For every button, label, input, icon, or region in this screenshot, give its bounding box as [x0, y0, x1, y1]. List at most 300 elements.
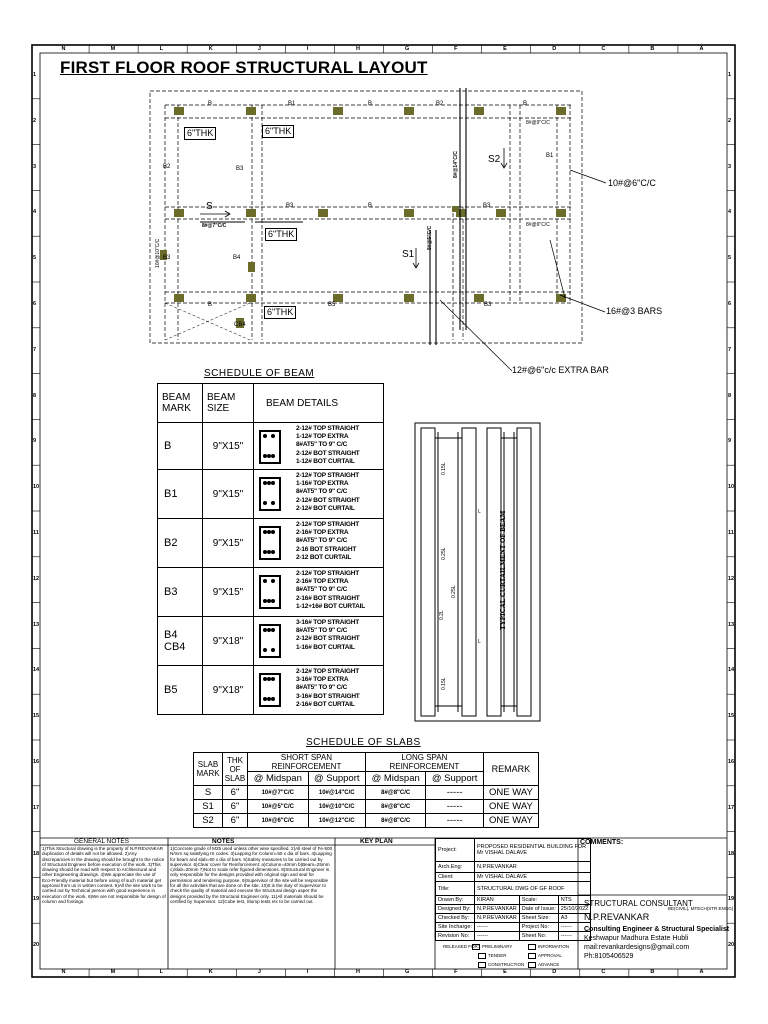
curtailment-dim: 0.25L — [451, 585, 457, 598]
general-notes-text: 1)This Structural drawing is the property of N.P.REVANKAR duplication of details will not be allowed. 2)Any discrepancies in the drawing should be brought to the notice of Structural Engineer before execution of the work. 3)This drawing should be read with respect to Architectural and other Engineering drawings. 4)We appreciate the use of Eco-Friendly material but before using of such material get approval from us in written content. 5)All the site work to be carried out by Technical person with good experience in execution of the work. 6)We are not responsible for design of column and footings. — [42, 846, 166, 904]
beam-detail-lines — [296, 425, 360, 466]
sheet-label: Sheet No: — [519, 932, 558, 941]
slab-cell-s-mid: 10#@6"C/C — [248, 814, 309, 828]
grid-row-label: 5 — [728, 255, 732, 262]
grid-row-label: 19 — [33, 896, 40, 903]
client-label: Client: — [436, 873, 475, 882]
rebar-dot — [271, 628, 275, 632]
grid-row-label: 6 — [33, 300, 37, 307]
slab-cell-thk: 6" — [223, 786, 248, 800]
rev-value: ------ — [474, 932, 519, 941]
date-label: Date of Issue: — [519, 905, 558, 914]
scale-value: NTS — [558, 896, 591, 905]
drawing-title: FIRST FLOOR ROOF STRUCTURAL LAYOUT — [60, 58, 428, 77]
slab-label-s2: S2 — [488, 154, 501, 165]
beam-label: B3 — [286, 203, 294, 209]
curtailment-dim: 0.15L — [441, 677, 447, 690]
grid-row-label: 10 — [728, 484, 735, 491]
grid-col-label: F — [454, 46, 458, 52]
grid-col-label: D — [552, 46, 557, 52]
status-checkbox[interactable] — [478, 953, 486, 959]
beam-row — [158, 617, 384, 666]
rebar-dot — [267, 481, 271, 485]
grid-row-label: 13 — [33, 621, 40, 628]
beam-detail-line: 1-12# TOP EXTRA — [296, 433, 349, 441]
grid-row-label: 4 — [728, 209, 732, 216]
grid-row-label: 1 — [728, 71, 732, 78]
rebar-dot — [267, 599, 271, 603]
slab-row — [194, 800, 539, 814]
notes-text: 1)Concrete grade of M25 used unless other wise specified. 2)All steel of Fe-500 N/mm sq satisfying IS codes. 3)Lapping for Column=50 x dia of bars. 4)Lapping for beam and slab=60 x dia of bars. 5)Safety measures to be carried out by supervisor. 6)Clear cover for Reinforcement: a)Column=40mm b)Beam=25mm c)Slab=20mm 7)Not to scale refer figured dimensions. 8)Structural Engineer is only responsible for the designs provided with original sign and seal for permission and tendering purpose. 9)Supervisor of the site will be responsible for all the activities that are done on the site. 10)It is the duty of Supervisor to check the quality of material and execute the Structural design asper the designs provided by the Structural Engineer only. 11)All materials should be certified by Supervisor. 12)Cube test, Slump tests etc to be carried out. — [170, 846, 333, 904]
grid-row-label: 4 — [33, 209, 37, 216]
beam-label: B1 — [546, 153, 554, 159]
beam-label: B3 — [236, 166, 244, 172]
beam-detail-line: 8#AT5" TO 9" C/C — [296, 627, 348, 635]
grid-col-label: E — [503, 969, 507, 975]
title-label: Title: — [436, 882, 475, 896]
beam-schedule-title: SCHEDULE OF BEAM — [204, 368, 315, 379]
slab-cell-l-mid: 8#@8"C/C — [365, 800, 426, 814]
release-status-item[interactable] — [528, 962, 559, 968]
curtailment-title: TYPICAL CURTAILMENT OF BEAM — [499, 510, 507, 630]
slab-label-s: S — [206, 201, 213, 212]
beam-detail-line: 3-16# TOP STRAIGHT — [296, 619, 359, 626]
grid-row-label: 3 — [33, 163, 37, 170]
rebar-dot — [271, 434, 275, 438]
beam-detail-line: 3-16# TOP EXTRA — [296, 676, 349, 684]
rebar-dot — [263, 579, 267, 583]
beam-label: B — [208, 101, 213, 107]
drawn-value: KIRAN — [474, 896, 519, 905]
grid-col-label: B — [650, 46, 655, 52]
arch-value: N.P.REVANKAR — [474, 862, 590, 873]
slab-cell-thk: 6" — [223, 814, 248, 828]
slab-cell-remark: ONE WAY — [483, 800, 538, 814]
rebar-dot — [271, 501, 275, 505]
beam-detail-lines — [296, 668, 360, 709]
callout-label: 10#@6"C/C — [608, 178, 656, 188]
projno-label: Project No: — [519, 923, 558, 932]
grid-row-label: 15 — [728, 713, 735, 720]
key-plan-title: KEY PLAN — [360, 838, 393, 845]
grid-row-label: 20 — [33, 942, 40, 949]
grid-col-label: J — [257, 969, 261, 975]
curtailment-dim: L — [478, 509, 481, 515]
grid-col-label: I — [306, 46, 309, 52]
grid-col-label: G — [405, 969, 410, 975]
slab-row — [194, 786, 539, 800]
bar-label: 8#@9"C/C — [526, 120, 550, 126]
beam-schedule-table — [157, 383, 384, 715]
grid-row-label: 15 — [33, 713, 40, 720]
beam-detail-line: 2-12# TOP STRAIGHT — [296, 472, 359, 479]
status-checkbox[interactable] — [528, 953, 536, 959]
size-label: Sheet Size: — [519, 914, 558, 923]
grid-row-label: 11 — [728, 529, 734, 536]
thk-label: 6"THK — [265, 228, 297, 241]
status-label: CONSTRUCTION — [488, 962, 525, 968]
size-value: A3 — [558, 914, 591, 923]
consultant-email: mail:revankardesigns@gmail.com — [584, 944, 690, 951]
release-status-item[interactable] — [528, 953, 562, 959]
beam-detail-line: 1-16# BOT CURTAIL — [296, 643, 355, 651]
beam-label: B — [208, 302, 213, 308]
rebar-dot — [271, 697, 275, 701]
beam-detail-line: 8#AT5" TO 9" C/C — [296, 441, 348, 449]
beam-row — [158, 568, 384, 617]
beam-details — [254, 568, 384, 617]
bar-label: 8#@9"C/C — [526, 222, 550, 228]
beam-row — [158, 423, 384, 470]
grid-col-label: E — [503, 46, 507, 52]
beam-mark: B2 — [158, 519, 203, 568]
grid-row-label: 18 — [728, 850, 735, 857]
curtailment-dim: L — [478, 639, 481, 645]
header-support: @ Support — [426, 772, 483, 786]
beam-detail-line: 2-12# BOT STRAIGHT — [296, 496, 360, 504]
slab-cell-l-sup: ----- — [426, 800, 483, 814]
checked-label: Checked By: — [436, 914, 475, 923]
beam-detail-line: 2-16# BOT STRAIGHT — [296, 594, 360, 602]
beam-mark: B4 CB4 — [158, 617, 203, 666]
rebar-dot — [271, 579, 275, 583]
grid-row-label: 1 — [33, 71, 37, 78]
thk-label: 6"THK — [184, 127, 216, 140]
beam-detail-line: 2-16# BOT CURTAIL — [296, 700, 355, 708]
header-remark: REMARK — [483, 753, 538, 786]
beam-section-drawing — [259, 430, 281, 464]
title-block — [435, 838, 591, 941]
beam-label: B4 — [233, 255, 241, 261]
beam-row — [158, 666, 384, 715]
grid-col-label: N — [61, 969, 66, 975]
grid-col-label: I — [306, 969, 309, 975]
beam-label: B5 — [328, 302, 336, 308]
grid-col-label: C — [601, 46, 606, 52]
beam-label: B3 — [484, 302, 492, 308]
rebar-dot — [271, 648, 275, 652]
projno-value: ------ — [558, 923, 591, 932]
slab-cell-mark: S2 — [194, 814, 223, 828]
columns — [160, 107, 566, 328]
project-value: PROPOSED RESIDENTIAL BUILDING FOR Mr VISHAL DALAVE — [474, 839, 590, 862]
consultant-name: N.P.REVANKAR — [584, 912, 650, 922]
rebar-dot — [267, 530, 271, 534]
beam-details — [254, 666, 384, 715]
grid-col-label: F — [454, 969, 458, 975]
slab-cell-mark: S1 — [194, 800, 223, 814]
header-thk: THK OF SLAB — [223, 753, 248, 786]
rebar-dot — [267, 550, 271, 554]
beam-size: 9"X18" — [203, 617, 254, 666]
released-label: RELEASED FOR: — [443, 944, 480, 949]
slab-cell-s-mid: 10#@5"C/C — [248, 800, 309, 814]
beam-label: B — [368, 203, 373, 209]
grid-row-label: 20 — [728, 942, 735, 949]
beam-size: 9"X18" — [203, 666, 254, 715]
beam-detail-line: 8#AT5" TO 9" C/C — [296, 537, 348, 545]
slab-cell-l-sup: ----- — [426, 786, 483, 800]
beam-details — [254, 519, 384, 568]
header-beam-mark: BEAM MARK — [158, 384, 203, 423]
grid-row-label: 11 — [33, 529, 39, 536]
grid-row-label: 3 — [728, 163, 732, 170]
beam-section-drawing — [259, 624, 281, 658]
beam-detail-line: 8#AT5" TO 9" C/C — [296, 586, 348, 594]
beam-mark: B — [158, 423, 203, 470]
grid-row-label: 16 — [33, 758, 40, 765]
beam-detail-line: 2-12# BOT CURTAIL — [296, 504, 355, 512]
grid-row-label: 6 — [728, 300, 732, 307]
rebar-dot — [267, 628, 271, 632]
bar-label: 8#@5"C/C — [427, 225, 433, 250]
thk-label: 6"THK — [264, 306, 296, 319]
status-label: ADVANCE — [538, 962, 560, 968]
slab-cell-s-sup: 10#@14"C/C — [308, 786, 365, 800]
beam-detail-line: 2-12 BOT CURTAIL — [296, 553, 352, 561]
release-status-item[interactable] — [478, 962, 524, 968]
grid-col-label: A — [699, 969, 704, 975]
grid-row-label: 14 — [33, 667, 40, 674]
consultant-heading: STRUCTURAL CONSULTANT — [584, 899, 693, 908]
rev-label: Revision No: — [436, 932, 475, 941]
header-slab-mark: SLAB MARK — [194, 753, 223, 786]
checked-value: N.P.REVANKAR — [474, 914, 519, 923]
beam-section-drawing — [259, 673, 281, 707]
rebar-dot — [271, 454, 275, 458]
thk-label: 6"THK — [262, 125, 294, 138]
consultant-line1: Consulting Engineer & Structural Specialist — [584, 926, 730, 933]
drawn-label: Drawn By: — [436, 896, 475, 905]
rebar-dot — [271, 599, 275, 603]
grid-col-label: K — [208, 46, 213, 52]
beam-label: CB4 — [234, 322, 246, 328]
beam-details — [254, 470, 384, 519]
header-short-span: SHORT SPAN REINFORCEMENT — [248, 753, 366, 772]
date-value: 25/10/2022 — [558, 905, 591, 914]
bar-label: 8#@7"C/C — [202, 223, 227, 229]
grid-row-label: 13 — [728, 621, 735, 628]
title-value: STRUCTURAL DWG OF GF ROOF — [474, 882, 590, 896]
rebar-dot — [267, 454, 271, 458]
grid-col-label: A — [699, 46, 704, 52]
status-checkbox[interactable] — [528, 944, 536, 950]
grid-col-label: D — [552, 969, 557, 975]
beam-detail-lines — [296, 521, 359, 562]
site-label: Site Incharge: — [436, 923, 475, 932]
beam-detail-line: 2-12# TOP STRAIGHT — [296, 668, 359, 675]
beam-size: 9"X15" — [203, 423, 254, 470]
grid-col-label: H — [355, 46, 360, 52]
beam-detail-line: 8#AT5" TO 9" C/C — [296, 684, 348, 692]
beam-detail-line: 2-16 BOT STRAIGHT — [296, 545, 357, 553]
curtailment-dim: 0.2L — [439, 610, 445, 620]
grid-col-label: B — [650, 969, 655, 975]
beam-size: 9"X15" — [203, 519, 254, 568]
designed-label: Designed By: — [436, 905, 475, 914]
consultant-phone: Ph:8105406529 — [584, 953, 634, 960]
grid-row-label: 10 — [33, 484, 40, 491]
comments-title: COMMENTS: — [580, 839, 624, 846]
beam-detail-line: 2-12# BOT STRAIGHT — [296, 635, 360, 643]
consultant-qual: BE(CIVIL), MTECH(STR ENGG) — [668, 906, 734, 911]
rebar-dot — [263, 501, 267, 505]
slab-cell-s-sup: 10#@12"C/C — [308, 814, 365, 828]
slab-cell-l-sup: ----- — [426, 814, 483, 828]
beam-size: 9"X15" — [203, 470, 254, 519]
beam-label: B — [368, 101, 373, 107]
grid-row-label: 19 — [728, 896, 735, 903]
curtailment-dim: 0.25L — [441, 547, 447, 560]
rebar-dot — [271, 677, 275, 681]
slab-cell-remark: ONE WAY — [483, 786, 538, 800]
grid-col-label: M — [110, 969, 116, 975]
slab-cell-mark: S — [194, 786, 223, 800]
grid-row-label: 9 — [33, 438, 37, 445]
slab-cell-l-mid: 8#@8"C/C — [365, 814, 426, 828]
slab-row — [194, 814, 539, 828]
grid-col-label: N — [61, 46, 66, 52]
grid-row-label: 18 — [33, 850, 40, 857]
grid-col-label: L — [159, 46, 164, 52]
grid-row-label: 2 — [33, 117, 37, 124]
beam-mark: B3 — [158, 568, 203, 617]
beam-row — [158, 519, 384, 568]
beam-row — [158, 470, 384, 519]
beam-details — [254, 617, 384, 666]
slab-schedule-table — [193, 752, 539, 828]
grid-col-label: C — [601, 969, 606, 975]
header-long-span: LONG SPAN REINFORCEMENT — [365, 753, 483, 772]
consultant-line2: Keshwapur Madhura Estate Hubli — [584, 935, 689, 942]
site-value: ------ — [474, 923, 519, 932]
status-label: APPROVAL — [538, 953, 562, 959]
grid-col-label: H — [355, 969, 360, 975]
grid-col-label: M — [110, 46, 116, 52]
bar-label: 10#@10"C/C — [155, 238, 161, 268]
project-label: Project: — [436, 839, 475, 862]
grid-row-label: 8 — [33, 392, 37, 399]
grid-row-label: 14 — [728, 667, 735, 674]
grid-row-label: 12 — [33, 575, 40, 582]
callout-label: 12#@6"c/c EXTRA BAR — [512, 365, 609, 375]
header-support: @ Support — [308, 772, 365, 786]
beam-detail-line: 3-16# BOT STRAIGHT — [296, 692, 360, 700]
sheet-value: ------ — [558, 932, 591, 941]
grid-col-label: L — [159, 969, 164, 975]
beam-mark: B1 — [158, 470, 203, 519]
beam-label: B2 — [436, 101, 444, 107]
rebar-dot — [263, 434, 267, 438]
beam-mark: B5 — [158, 666, 203, 715]
grid-row-label: 16 — [728, 758, 735, 765]
general-notes-title: GENERAL NOTES — [74, 838, 130, 845]
slab-label-s1: S1 — [402, 249, 415, 260]
beam-section-drawing — [259, 477, 281, 511]
release-status-item[interactable] — [528, 944, 569, 950]
grid-row-label: 12 — [728, 575, 735, 582]
grid-row-label: 17 — [33, 804, 40, 811]
status-checkbox[interactable] — [478, 962, 486, 968]
grid-col-label: J — [257, 46, 261, 52]
callout-label: 16#@3 BARS — [606, 306, 663, 316]
rebar-dot — [271, 481, 275, 485]
designed-value: N.P.REVANKAR — [474, 905, 519, 914]
beam-detail-line: 1-12+16# BOT CURTAIL — [296, 602, 366, 610]
status-label: TENDER — [488, 953, 507, 959]
rebar-dot — [271, 550, 275, 554]
header-midspan: @ Midspan — [248, 772, 309, 786]
slab-schedule-title: SCHEDULE OF SLABS — [306, 737, 421, 748]
slab-cell-s-mid: 10#@7"C/C — [248, 786, 309, 800]
header-beam-details: BEAM DETAILS — [254, 384, 384, 423]
grid-col-label: G — [405, 46, 410, 52]
beam-section-drawing — [259, 575, 281, 609]
beam-details — [254, 423, 384, 470]
grid-row-label: 9 — [728, 438, 732, 445]
beam-detail-line: 8#AT5" TO 9" C/C — [296, 488, 348, 496]
grid-col-label: K — [208, 969, 213, 975]
grid-row-label: 7 — [728, 346, 732, 353]
client-value: Mr VISHAL DALAVE — [474, 873, 590, 882]
beam-label: B1 — [288, 101, 296, 107]
release-status-item[interactable] — [478, 953, 507, 959]
slab-cell-remark: ONE WAY — [483, 814, 538, 828]
slab-cell-l-mid: 8#@8"C/C — [365, 786, 426, 800]
beam-detail-line: 2-12# TOP STRAIGHT — [296, 570, 359, 577]
rebar-dot — [267, 677, 271, 681]
grid-row-label: 7 — [33, 346, 37, 353]
status-checkbox[interactable] — [528, 962, 536, 968]
beam-detail-lines — [296, 472, 360, 513]
scale-label: Scale: — [519, 896, 558, 905]
beam-label: B — [523, 101, 528, 107]
slab-cell-thk: 6" — [223, 800, 248, 814]
rebar-dot — [263, 648, 267, 652]
beam-detail-lines — [296, 619, 360, 652]
status-checkbox[interactable] — [472, 944, 480, 950]
beam-detail-line: 2-12# BOT STRAIGHT — [296, 449, 360, 457]
beam-detail-line: 2-16# TOP EXTRA — [296, 529, 349, 537]
beam-detail-line: 2-12# TOP STRAIGHT — [296, 425, 359, 432]
beam-detail-line: 1-12# BOT CURTAIL — [296, 457, 355, 465]
beam-label: B2 — [163, 164, 171, 170]
beam-label: B3 — [163, 255, 171, 261]
grid-row-label: 17 — [728, 804, 735, 811]
slab-cell-s-sup: 10#@10"C/C — [308, 800, 365, 814]
rebar-dot — [267, 697, 271, 701]
beam-detail-lines — [296, 570, 365, 611]
curtailment-dim: 0.15L — [441, 462, 447, 475]
release-status-item[interactable] — [472, 944, 512, 950]
beam-detail-line: 2-12# TOP STRAIGHT — [296, 521, 359, 528]
arch-label: Arch.Eng: — [436, 862, 475, 873]
grid-row-label: 8 — [728, 392, 732, 399]
rebar-dot — [271, 530, 275, 534]
header-midspan: @ Midspan — [365, 772, 426, 786]
bar-label: 8#@14"C/C — [453, 151, 459, 178]
status-label: PRELIMINARY — [482, 944, 513, 950]
curtailment-panel — [415, 423, 540, 721]
status-label: INFORMATION — [538, 944, 570, 950]
notes-title: NOTES — [212, 838, 235, 845]
beam-detail-line: 1-16# TOP EXTRA — [296, 480, 349, 488]
beam-section-drawing — [259, 526, 281, 560]
grid-row-label: 5 — [33, 255, 37, 262]
header-beam-size: BEAM SIZE — [203, 384, 254, 423]
grid-row-label: 2 — [728, 117, 732, 124]
beam-size: 9"X15" — [203, 568, 254, 617]
